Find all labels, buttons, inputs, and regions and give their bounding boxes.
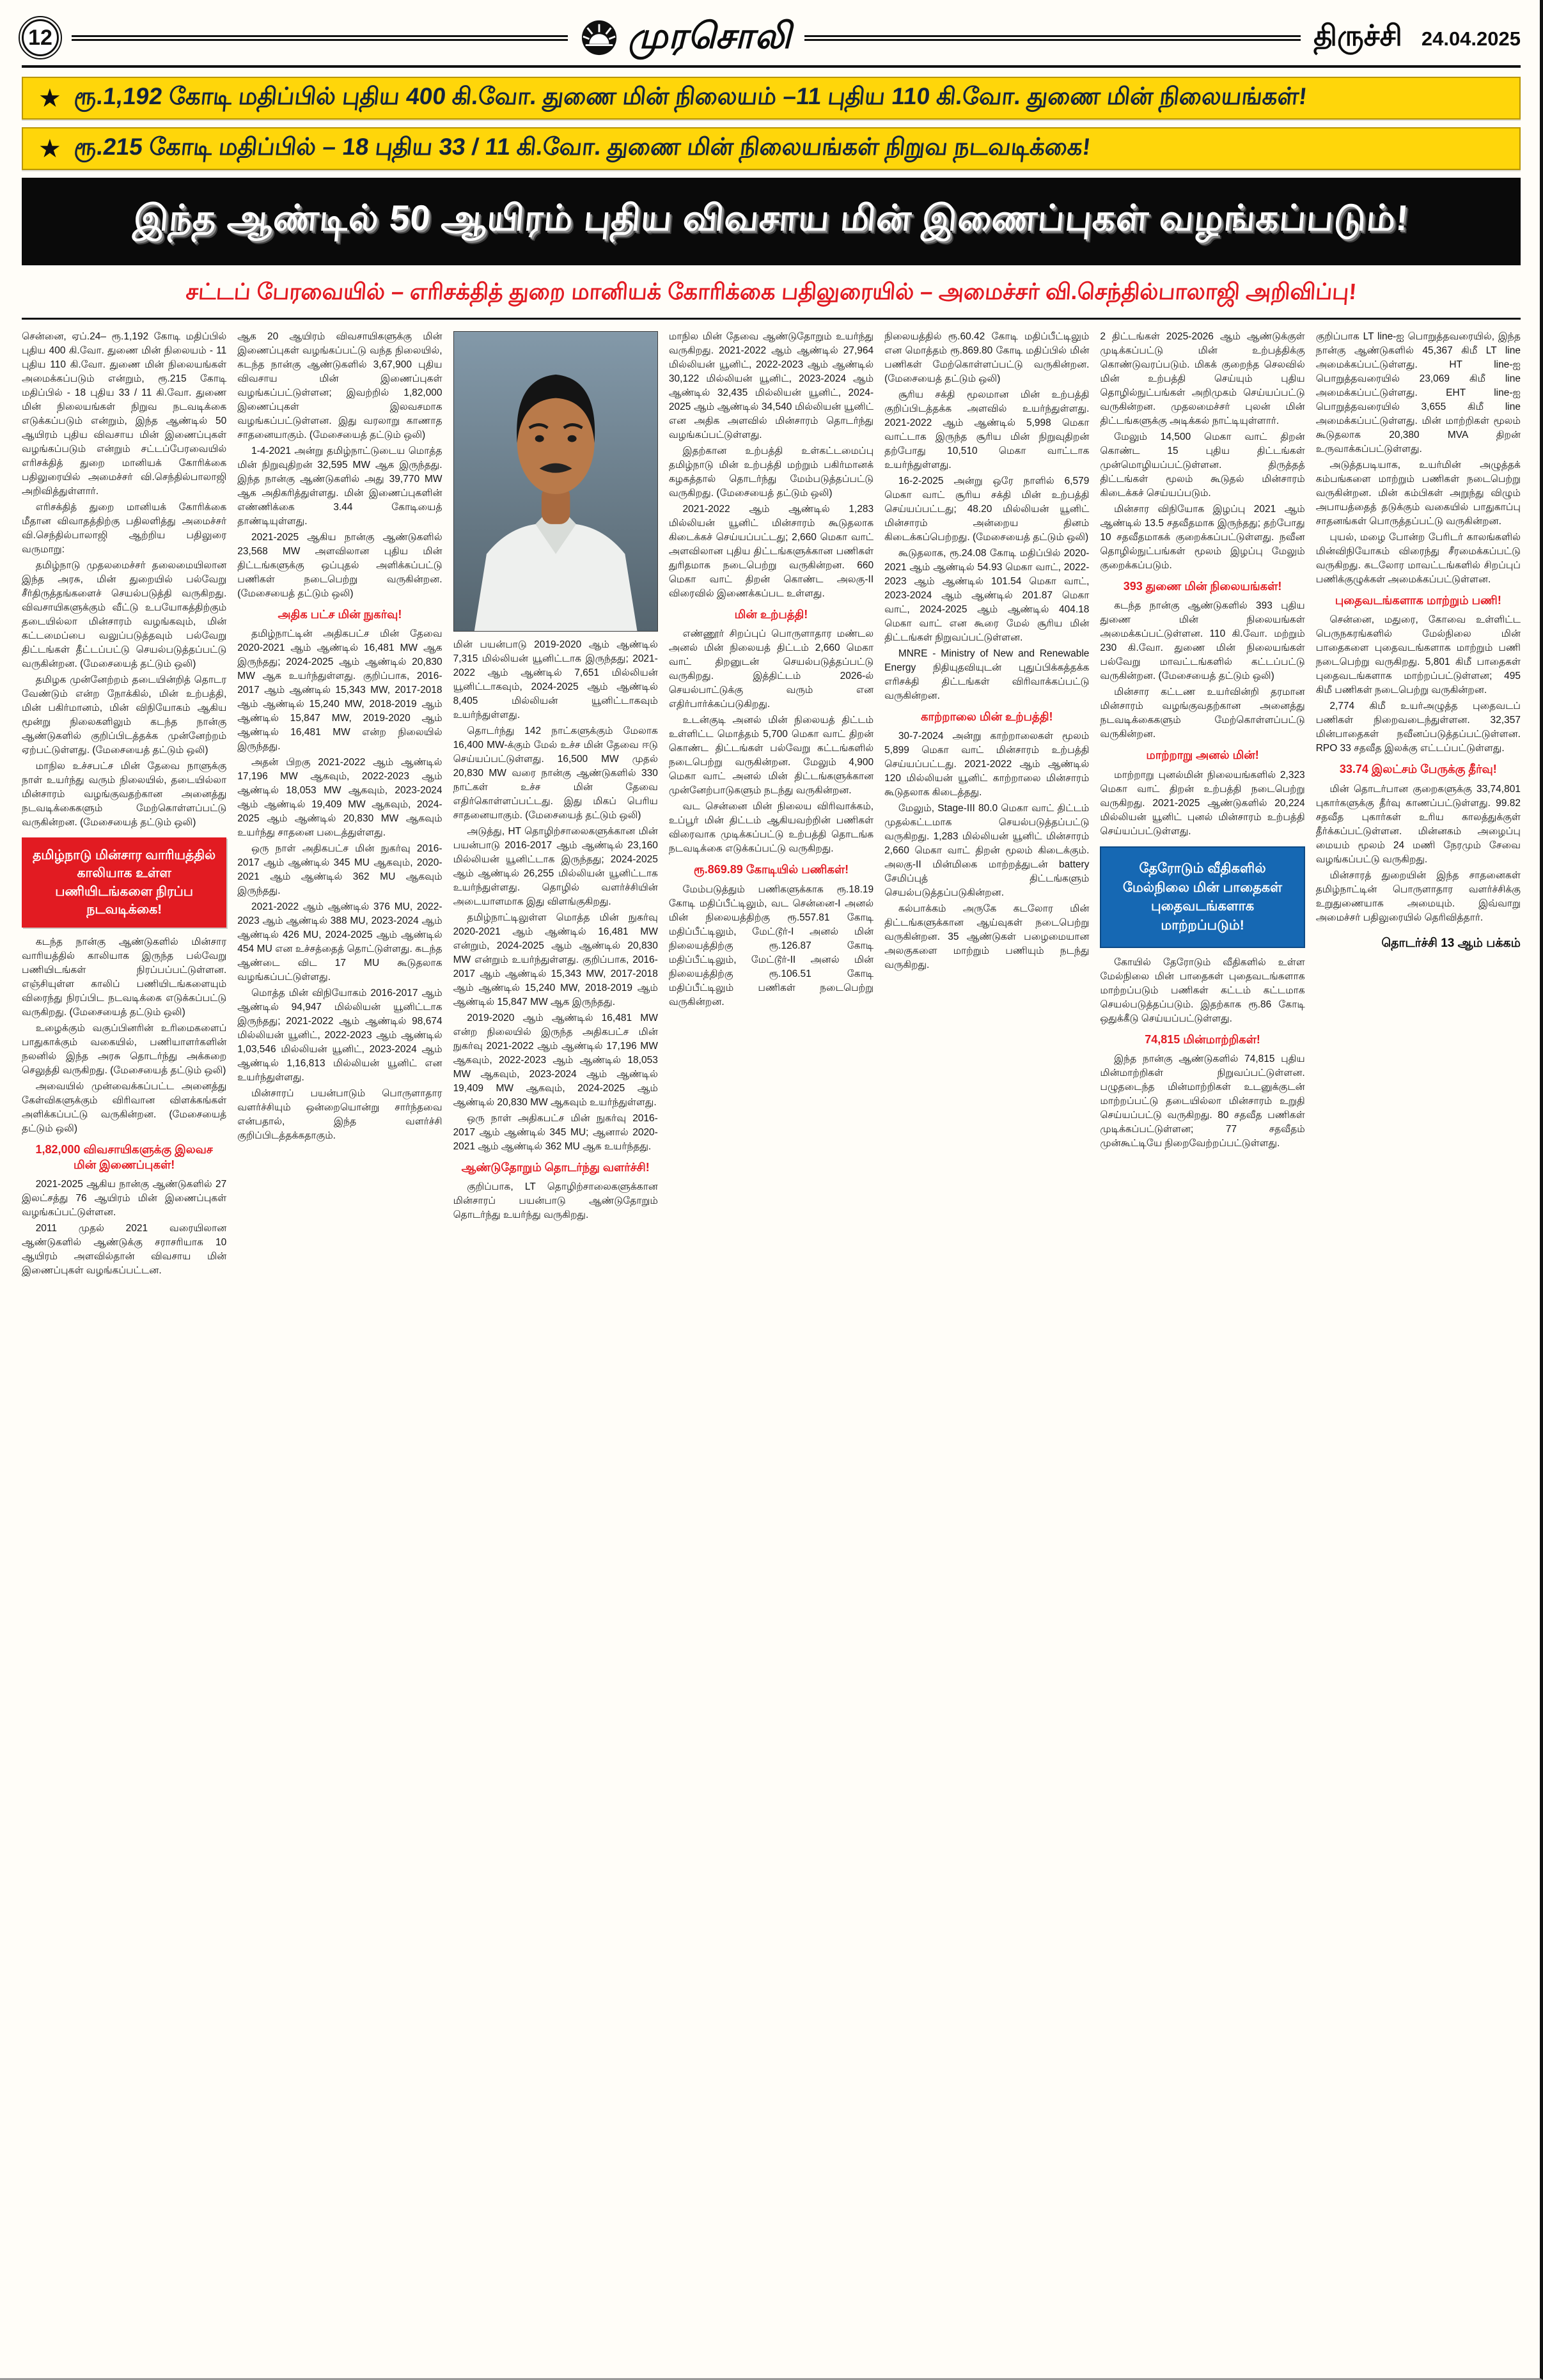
body-paragraph: சூரிய சக்தி மூலமான மின் உற்பத்தி குறிப்பிடத்தக்க அளவில் உயர்ந்துள்ளது. 2021-2022 ஆம் ஆண்டில் 5,998 மெகா வாட்டாக இருந்த சூரிய மின் நிறுவுதிறன் தற்போது 10,510 மெகா வாட்டாக உயர்ந்துள்ளது.: [884, 389, 1090, 471]
body-paragraph: 1-4-2021 அன்று தமிழ்நாட்டுடைய மொத்த மின் நிறுவுதிறன் 32,595 MW ஆக இருந்தது. இந்த நான்கு ஆண்டுகளில் அது 39,770 MW ஆக அதிகரித்துள்ளது. மின் இணைப்புகளின் எண்ணிக்கை 3.44 கோடியைத் தாண்டியுள்ளது.: [237, 446, 443, 527]
sub-headline: சட்டப் பேரவையில் – எரிசக்தித் துறை மானியக் கோரிக்கை பதிலுரையில் – அமைச்சர் வி.செந்தில்பாலாஜி அறிவிப்பு!: [185, 279, 1358, 304]
masthead-rule-right: [804, 35, 1301, 41]
highlight-box-blue: தேரோடும் வீதிகளில் மேல்நிலை மின் பாதைகள் புதைவடங்களாக மாற்றப்படும்!: [1100, 846, 1304, 948]
body-paragraph: 16-2-2025 அன்று ஒரே நாளில் 6,579 மெகா வாட் சூரிய சக்தி மின் உற்பத்தி செய்யப்பட்டது; 48.20 மில்லியன் யூனிட் மின்சாரம் அன்றைய தினம் கிடைக்கப்பெற்றது. (மேசையைத் தட்டும் ஒலி): [884, 476, 1090, 543]
banner-substations-400kv: [22, 77, 1521, 120]
lead-paragraph: மின் பயன்பாடு 2019-2020 ஆம் ஆண்டில் 7,315 மில்லியன் யூனிட்டாக இருந்தது; 2021-2022 ஆம் ஆண்டில் 7,651 மில்லியன் யூனிட்டாகவும், 2024-2025 ஆம் ஆண்டில் 8,405 மில்லியன் யூனிட்டாகவும் உயர்ந்துள்ளது.: [453, 639, 658, 720]
lead-paragraph: குறிப்பாக LT line-ஐ பொறுத்தவரையில், இந்த நான்கு ஆண்டுகளில் 45,367 கிமீ LT line அமைக்கப்பட்டுள்ளது. HT line-ஐ பொறுத்தவரையில் 23,069 கிமீ line அமைக்கப்பட்டுள்ளது. EHT line-ஐ பொறுத்தவரையில் 3,655 கிமீ line அமைக்கப்பட்டுள்ளது. மின் மாற்றிகள் மூலம் கூடுதலாக 20,380 MVA திறன் உருவாக்கப்பட்டுள்ளது.: [1315, 331, 1521, 455]
person-portrait-illustration: [454, 332, 657, 631]
column-4: [669, 330, 873, 2366]
minister-photo: [453, 331, 658, 632]
body-paragraph: மொத்த மின் விநியோகம் 2016-2017 ஆம் ஆண்டில் 94,947 மில்லியன் யூனிட்டாக இருந்தது; 2021-2022 ஆம் ஆண்டில் 98,674 மில்லியன் யூனிட், 2022-2023 ஆம் ஆண்டில் 1,03,546 மில்லியன் யூனிட், 2023-2024 ஆம் ஆண்டில் 1,16,813 மில்லியன் யூனிட் என உயர்ந்துள்ளது.: [237, 988, 443, 1084]
column-5: [884, 330, 1089, 2366]
body-paragraph: குறிப்பாக, LT தொழிற்சாலைகளுக்கான மின்சாரப் பயன்பாடு ஆண்டுதோறும் தொடர்ந்து உயர்ந்து வருகிறது.: [453, 1181, 658, 1221]
masthead: [22, 17, 1521, 59]
body-paragraph: 30-7-2024 அன்று காற்றாலைகள் மூலம் 5,899 மெகா வாட் மின்சாரம் உற்பத்தி செய்யப்பட்டது. 2021-2022 ஆம் ஆண்டில் 120 மில்லியன் யூனிட் காற்றாலை மின்சாரம் கூடுதலாக கிடைத்தது.: [884, 731, 1090, 798]
section-subhead: அதிக பட்ச மின் நுகர்வு!: [278, 608, 402, 621]
body-paragraph: மின்சார விநியோக இழப்பு 2021 ஆம் ஆண்டில் 13.5 சதவீதமாக இருந்தது; தற்போது 10 சதவீதமாகக் குறைக்கப்பட்டுள்ளது. நவீன தொழில்நுட்பங்கள் மூலம் இழப்பு மேலும் குறைக்கப்படும்.: [1100, 504, 1305, 571]
body-paragraph: உடன்குடி அனல் மின் நிலையத் திட்டம் உள்ளிட்ட மொத்தம் 5,700 மெகா வாட் திறன் கொண்ட திட்டங்கள் பல்வேறு கட்டங்களில் நடைபெற்று வருகின்றன. மேலும் 4,900 மெகா வாட் அனல் மின் திட்டங்களுக்கான முன்னேற்பாடுகளும் நடந்து வருகின்றன.: [668, 715, 874, 797]
section-subhead: 74,815 மின்மாற்றிகள்!: [1145, 1033, 1260, 1046]
body-paragraph: மேம்படுத்தும் பணிகளுக்காக ரூ.18.19 கோடி மதிப்பீட்டிலும், வட சென்னை-I அனல் மின் நிலையத்திற்கு ரூ.557.81 கோடி மதிப்பீட்டிலும், மேட்டூர்-I அனல் மின் நிலையத்திற்கு ரூ.126.87 கோடி மதிப்பீட்டிலும், மேட்டூர்-II அனல் மின் நிலையத்திற்கு ரூ.106.51 கோடி மதிப்பீட்டிலும் பணிகள் நடைபெற்று வருகின்றன.: [668, 883, 874, 1007]
body-paragraph: தொடர்ந்து 142 நாட்களுக்கும் மேலாக 16,400 MW-க்கும் மேல் உச்ச மின் தேவை ஈடு செய்யப்பட்டுள்ளது. 16,500 MW முதல் 20,830 MW வரை நான்கு ஆண்டுகளில் 330 நாட்கள் உச்ச மின் தேவை எதிர்கொள்ளப்பட்டது. இது மிகப் பெரிய சாதனையாகும். (மேசையைத் தட்டும் ஒலி): [453, 726, 658, 821]
body-paragraph: அவையில் முன்வைக்கப்பட்ட அனைத்து கேள்விகளுக்கும் விரிவான விளக்கங்கள் அளிக்கப்பட்டு வருகின்றன. (மேசையைத் தட்டும் ஒலி): [22, 1081, 227, 1135]
body-columns: [22, 330, 1521, 2366]
column-1: [22, 330, 226, 2366]
masthead-right: [1313, 19, 1521, 56]
column-2: [237, 330, 442, 2366]
body-paragraph: ஒரு நாள் அதிகபட்ச மின் நுகர்வு 2016-2017 ஆம் ஆண்டில் 345 MU ஆகவும், 2020-2021 ஆம் ஆண்டில் 362 MU ஆகவும் இருந்தது.: [237, 843, 443, 897]
section-subhead: காற்றாலை மின் உற்பத்தி!: [921, 710, 1053, 723]
mid-rule: [22, 318, 1521, 320]
masthead-title: முரசொலி: [628, 15, 792, 56]
body-paragraph: மாநில உச்சபட்ச மின் தேவை நாளுக்கு நாள் உயர்ந்து வரும் நிலையில், தடையில்லா மின்சாரம் வழங்குவதற்கான அனைத்து நடவடிக்கைகளும் மேற்கொள்ளப்பட்டு வருகின்றன. (மேசையைத் தட்டும் ஒலி): [22, 761, 227, 828]
banner-text: ரூ.1,192 கோடி மதிப்பில் புதிய 400 கி.வோ. துணை மின் நிலையம் –11 புதிய 110 கி.வோ. துணை மின் நிலையங்கள்!: [73, 83, 1308, 109]
body-paragraph: 2021-2022 ஆம் ஆண்டில் 376 MU, 2022-2023 ஆம் ஆண்டில் 388 MU, 2023-2024 ஆம் ஆண்டில் 426 MU, 2024-2025 ஆம் ஆண்டில் 454 MU என உச்சத்தைத் தொட்டுள்ளது. கடந்த ஆண்டை விட 17 MU கூடுதலாக வழங்கப்பட்டுள்ளது.: [237, 901, 443, 983]
body-paragraph: 2021-2025 ஆகிய நான்கு ஆண்டுகளில் 23,568 MW அளவிலான புதிய மின் திட்டங்களுக்கு ஒப்புதல் அளிக்கப்பட்டு பணிகள் நடைபெற்று வருகின்றன. (மேசையைத் தட்டும் ஒலி): [237, 532, 443, 599]
body-paragraph: கோயில் தேரோடும் வீதிகளில் உள்ள மேல்நிலை மின் பாதைகள் புதைவடங்களாக மாற்றப்படும் பணிகள் கட்டம் கட்டமாக செயல்படுத்தப்படும். இதற்காக ரூ.86 கோடி ஒதுக்கீடு செய்யப்பட்டுள்ளது.: [1100, 957, 1305, 1025]
body-paragraph: தமிழ்நாட்டிலுள்ள மொத்த மின் நுகர்வு 2020-2021 ஆம் ஆண்டில் 16,481 MW என்றும், 2024-2025 ஆம் ஆண்டில் 20,830 MW என்றும் உயர்ந்துள்ளது. குறிப்பாக, 2016-2017 ஆம் ஆண்டில் 15,343 MW, 2017-2018 ஆம் ஆண்டில் 15,240 MW, 2018-2019 ஆம் ஆண்டில் 15,847 MW ஆக இருந்தது.: [453, 912, 658, 1007]
body-paragraph: 2011 முதல் 2021 வரையிலான ஆண்டுகளில் ஆண்டுக்கு சராசரியாக 10 ஆயிரம் அளவில்தான் விவசாய மின் இணைப்புகள் வழங்கப்பட்டன.: [22, 1222, 227, 1276]
rising-sun-icon: [581, 19, 618, 56]
body-paragraph: கூடுதலாக, ரூ.24.08 கோடி மதிப்பில் 2020-2021 ஆம் ஆண்டில் 54.93 மெகா வாட், 2022-2023 ஆம் ஆண்டில் 101.54 மெகா வாட், 2023-2024 ஆம் ஆண்டில் 201.87 மெகா வாட், 2024-2025 ஆம் ஆண்டில் 404.18 மெகா வாட் என கூரை மேல் சூரிய மின் திட்டங்கள் நிறுவப்பட்டுள்ளன.: [884, 548, 1090, 643]
section-subhead: 393 துணை மின் நிலையங்கள்!: [1123, 580, 1282, 593]
lead-paragraph: 2 திட்டங்கள் 2025-2026 ஆம் ஆண்டுக்குள் முடிக்கப்பட்டு மின் உற்பத்திக்கு கொண்டுவரப்படும். மிகக் குறைந்த செலவில் மின் உற்பத்தி செய்யும் புதிய தொழில்நுட்பங்கள் அறிமுகம் செய்யப்பட்டு வருகின்றன. முதலமைச்சர் புலன் மின் திட்டங்களுக்கு அடிக்கல் நாட்டியுள்ளார்.: [1100, 331, 1305, 426]
edition-name: திருச்சி: [1313, 19, 1402, 52]
column-6: [1100, 330, 1304, 2366]
section-subhead: ரூ.869.89 கோடியில் பணிகள்!: [693, 863, 849, 876]
body-paragraph: 2021-2022 ஆம் ஆண்டில் 1,283 மில்லியன் யூனிட் மின்சாரம் கூடுதலாக கிடைக்கச் செய்யப்பட்டது; 2,660 மெகா வாட் அளவிலான புதிய திட்டங்களுக்கான பணிகள் துரிதமாக நடைபெற்று வருகின்றன. 660 மெகா வாட் திறன் கொண்ட அலகு-II விரைவில் இணைக்கப்பட உள்ளது.: [668, 504, 874, 599]
body-paragraph: கடந்த நான்கு ஆண்டுகளில் 393 புதிய துணை மின் நிலையங்கள் அமைக்கப்பட்டுள்ளன. 110 கி.வோ. மற்றும் 230 கி.வோ. துணை மின் நிலையங்கள் பல்வேறு மாவட்டங்களில் கட்டப்பட்டு வருகின்றன. (மேசையைத் தட்டும் ஒலி): [1100, 600, 1305, 682]
masthead-center: [581, 15, 792, 61]
body-paragraph: எரிசக்தித் துறை மானியக் கோரிக்கை மீதான விவாதத்திற்கு பதிலளித்து அமைச்சர் வி.செந்தில்பாலாஜி ஆற்றிய பதிலுரை வருமாறு:: [22, 502, 227, 555]
highlight-box-red: தமிழ்நாடு மின்சார வாரியத்தில் காலியாக உள்ள பணியிடங்களை நிரப்ப நடவடிக்கை!: [22, 837, 226, 928]
column-3: [453, 330, 658, 2366]
column-7: [1316, 330, 1521, 2366]
section-subhead: புதைவடங்களாக மாற்றும் பணி!: [1335, 594, 1501, 607]
body-paragraph: வட சென்னை மின் நிலைய விரிவாக்கம், உப்பூர் மின் திட்டம் ஆகியவற்றின் பணிகள் விரைவாக முடிக்கப்பட்டு உற்பத்தி தொடங்க நடவடிக்கை எடுக்கப்பட்டு வருகிறது.: [668, 801, 874, 855]
body-paragraph: மேலும் 14,500 மெகா வாட் திறன் கொண்ட 15 புதிய திட்டங்கள் முன்மொழியப்பட்டுள்ளன. திருத்தத் திட்டங்கள் மூலம் கூடுதல் மின்சாரம் கிடைக்கச் செய்யப்படும்.: [1100, 432, 1305, 499]
body-paragraph: உழைக்கும் வகுப்பினரின் உரிமைகளைப் பாதுகாக்கும் வகையில், பணியாளர்களின் நலனில் இந்த அரசு தொடர்ந்து அக்கறை செலுத்தி வருகிறது. (மேசையைத் தட்டும் ஒலி): [22, 1023, 227, 1077]
banner-text: ரூ.215 கோடி மதிப்பில் – 18 புதிய 33 / 11 கி.வோ. துணை மின் நிலையங்கள் நிறுவ நடவடிக்கை!: [73, 134, 1092, 160]
body-paragraph: சென்னை, மதுரை, கோவை உள்ளிட்ட பெருநகரங்களில் மேல்நிலை மின் பாதைகளை புதைவடங்களாக மாற்றும் பணி நடைபெற்று வருகிறது. 5,801 கிமீ பாதைகள் புதைவடங்களாக மாற்றப்பட்டுள்ளன; 495 கிமீ பணிகள் நடைபெற்று வருகின்றன.: [1315, 614, 1521, 696]
body-paragraph: 2019-2020 ஆம் ஆண்டில் 16,481 MW என்ற நிலையில் இருந்த அதிகபட்ச மின் நுகர்வு 2021-2022 ஆம் ஆண்டில் 17,196 MW ஆகவும், 2022-2023 ஆம் ஆண்டில் 18,053 MW ஆகவும், 2023-2024 ஆம் ஆண்டில் 19,409 MW ஆகவும், 2024-2025 ஆம் ஆண்டில் 20,830 MW ஆகவும் உயர்ந்துள்ளது.: [453, 1013, 658, 1108]
top-rule: [22, 65, 1521, 68]
body-paragraph: அதன் பிறகு 2021-2022 ஆம் ஆண்டில் 17,196 MW ஆகவும், 2022-2023 ஆம் ஆண்டில் 18,053 MW ஆகவும், 2023-2024 ஆம் ஆண்டில் 19,409 MW ஆகவும், 2024-2025 ஆம் ஆண்டில் 20,830 MW ஆகவும் உயர்ந்து சாதனை படைத்துள்ளது.: [237, 757, 443, 839]
body-paragraph: மின் தொடர்பான குறைகளுக்கு 33,74,801 புகார்களுக்கு தீர்வு காணப்பட்டுள்ளது. 99.82 சதவீத புகார்கள் உரிய காலத்துக்குள் தீர்க்கப்பட்டுள்ளன. மின்னகம் அழைப்பு மையம் மூலம் 24 மணி நேரமும் சேவை வழங்கப்பட்டு வருகிறது.: [1315, 783, 1521, 865]
issue-date: 24.04.2025: [1421, 27, 1521, 50]
body-paragraph: இதற்கான உற்பத்தி உள்கட்டமைப்பு தமிழ்நாடு மின் உற்பத்தி மற்றும் பகிர்மானக் கழகத்தால் தொடர்ந்து மேம்படுத்தப்பட்டு வருகிறது. (மேசையைத் தட்டும் ஒலி): [668, 446, 874, 499]
body-paragraph: மின்சாரத் துறையின் இந்த சாதனைகள் தமிழ்நாட்டின் பொருளாதார வளர்ச்சிக்கு உறுதுணையாக அமையும். இவ்வாறு அமைச்சர் பதிலுரையில் தெரிவித்தார்.: [1315, 869, 1521, 923]
lead-paragraph: மாநில மின் தேவை ஆண்டுதோறும் உயர்ந்து வருகிறது. 2021-2022 ஆம் ஆண்டில் 27,964 மில்லியன் யூனிட், 2022-2023 ஆம் ஆண்டில் 30,122 மில்லியன் யூனிட், 2023-2024 ஆம் ஆண்டில் 32,435 மில்லியன் யூனிட், 2024-2025 ஆம் ஆண்டில் 34,540 மில்லியன் யூனிட் என அதிக அளவில் மின்சாரம் தொடர்ந்து வழங்கப்பட்டுள்ளது.: [668, 331, 874, 440]
body-paragraph: 2,774 கிமீ உயர்அழுத்த புதைவடப் பணிகள் நிறைவடைந்துள்ளன. 32,357 மின்பாதைகள் நவீனப்படுத்தப்பட்டுள்ளன. RPO 33 சதவீத இலக்கு எட்டப்பட்டுள்ளது.: [1315, 701, 1521, 754]
body-paragraph: தமிழக முன்னேற்றம் தடையின்றித் தொடர வேண்டும் என்ற நோக்கில், மின் உற்பத்தி, மின் பகிர்மானம், மின் விநியோகம் ஆகிய மூன்று நிலைகளிலும் கடந்த நான்கு ஆண்டுகளில் குறிப்பிடத்தக்க முன்னேற்றம் ஏற்பட்டுள்ளது. (மேசையைத் தட்டும் ஒலி): [22, 674, 227, 756]
page-number: 12: [22, 19, 59, 56]
body-paragraph: எண்ணூர் சிறப்புப் பொருளாதார மண்டல அனல் மின் நிலையத் திட்டம் 2,660 மெகா வாட் திறனுடன் செயல்படுத்தப்பட்டு வருகிறது. இத்திட்டம் 2026-ல் செயல்பாட்டுக்கு வரும் என எதிர்பார்க்கப்படுகிறது.: [668, 628, 874, 710]
body-paragraph: ஒரு நாள் அதிகபட்ச மின் நுகர்வு 2016-2017 ஆம் ஆண்டில் 345 MU; ஆனால் 2020-2021 ஆம் ஆண்டில் 362 MU ஆக உயர்ந்தது.: [453, 1113, 658, 1152]
section-subhead: 33.74 இலட்சம் பேருக்கு தீர்வு!: [1339, 763, 1497, 776]
body-paragraph: மாற்றாறு புனல்மின் நிலையங்களில் 2,323 மெகா வாட் திறன் உற்பத்தி நடைபெற்று வருகிறது. 2021-2025 ஆண்டுகளில் 20,224 மில்லியன் யூனிட் புனல் மின்சாரம் உற்பத்தி செய்யப்பட்டுள்ளது.: [1100, 769, 1305, 837]
main-headline: இந்த ஆண்டில் 50 ஆயிரம் புதிய விவசாய மின் இணைப்புகள் வழங்கப்படும்!: [132, 198, 1411, 238]
section-subhead: ஆண்டுதோறும் தொடர்ந்து வளர்ச்சி!: [461, 1161, 650, 1174]
body-paragraph: கல்பாக்கம் அருகே கடலோர மின் திட்டங்களுக்கான ஆய்வுகள் நடைபெற்று வருகின்றன. 35 ஆண்டுகள் பழைமையான அலகுகளை மாற்றும் பணியும் நடந்து வருகிறது.: [884, 903, 1090, 971]
body-paragraph: இந்த நான்கு ஆண்டுகளில் 74,815 புதிய மின்மாற்றிகள் நிறுவப்பட்டுள்ளன. பழுதடைந்த மின்மாற்றிகள் உடனுக்குடன் மாற்றப்பட்டு தடையில்லா மின்சாரம் உறுதி செய்யப்பட்டு வருகிறது. 80 சதவீத பணிகள் முடிக்கப்பட்டுள்ளன; 77 சதவீதம் முன்கூட்டியே நிறைவேற்றப்பட்டுள்ளது.: [1100, 1054, 1305, 1149]
body-paragraph: அடுத்து, HT தொழிற்சாலைகளுக்கான மின் பயன்பாடு 2016-2017 ஆம் ஆண்டில் 23,160 மில்லியன் யூனிட்டாக இருந்தது; 2024-2025 ஆம் ஆண்டில் 26,255 மில்லியன் யூனிட்டாக உயர்ந்துள்ளது. தொழில் வளர்ச்சியின் அடையாளமாக இது விளங்குகிறது.: [453, 826, 658, 907]
body-paragraph: கடந்த நான்கு ஆண்டுகளில் மின்சார வாரியத்தில் காலியாக இருந்த பல்வேறு பணியிடங்கள் நிரப்பப்பட்டுள்ளன. எஞ்சியுள்ள காலிப் பணியிடங்களையும் விரைந்து நிரப்பிட நடவடிக்கை எடுக்கப்பட்டு வருகிறது. (மேசையைத் தட்டும் ஒலி): [22, 937, 227, 1018]
body-paragraph: தமிழ்நாடு முதலமைச்சர் தலைமையிலான இந்த அரசு, மின் துறையில் பல்வேறு சீர்திருத்தங்களைச் செயல்படுத்தி வருகிறது. விவசாயிகளுக்கும் வீட்டு உபயோகத்திற்கும் தடையில்லா மின்சாரம் வழங்கவும், மின் கட்டமைப்பை வலுப்படுத்தவும் பல்வேறு திட்டங்கள் தீட்டப்பட்டு செயல்படுத்தப்பட்டு வருகின்றன. (மேசையைத் தட்டும் ஒலி): [22, 560, 227, 669]
body-paragraph: அடுத்தபடியாக, உயர்மின் அழுத்தக் கம்பங்களை மாற்றும் பணிகள் நடைபெற்று வருகின்றன. மின் கம்பிகள் அறுந்து விழும் அபாயத்தைத் தடுக்கும் வகையில் பாதுகாப்பு சாதனங்கள் பொருத்தப்பட்டு வருகின்றன.: [1315, 460, 1521, 527]
star-icon: ★: [38, 84, 61, 113]
main-headline-banner: [22, 178, 1521, 265]
body-paragraph: மின்சார கட்டண உயர்வின்றி தரமான மின்சாரம் வழங்குவதற்கான அனைத்து நடவடிக்கைகளும் மேற்கொள்ளப்பட்டு வருகின்றன.: [1100, 687, 1305, 740]
lead-paragraph: நிலையத்தில் ரூ.60.42 கோடி மதிப்பீட்டிலும் என மொத்தம் ரூ.869.80 கோடி மதிப்பில் மின் பணிகள் மேற்கொள்ளப்பட்டு வருகின்றன. (மேசையைத் தட்டும் ஒலி): [884, 331, 1090, 384]
body-paragraph: புயல், மழை போன்ற பேரிடர் காலங்களில் மின்விநியோகம் விரைந்து சீரமைக்கப்பட்டு வருகிறது. கடலோர மாவட்டங்களில் சிறப்புப் பணிக்குழுக்கள் அமைக்கப்பட்டுள்ளன.: [1315, 532, 1521, 585]
continuation-note: தொடர்ச்சி 13 ஆம் பக்கம்: [1381, 936, 1521, 950]
body-paragraph: மேலும், Stage-III 80.0 மெகா வாட் திட்டம் முதல்கட்டமாக செயல்படுத்தப்பட்டு வருகிறது. 1,283 மில்லியன் யூனிட் மின்சாரம் 2,660 மெகா வாட் திறன் மூலம் கிடைக்கும். அலகு-II மின்மிகை மாற்றத்துடன் battery சேமிப்புத் திட்டங்களும் செயல்படுத்தப்படுகின்றன.: [884, 803, 1090, 899]
section-subhead: மின் உற்பத்தி!: [734, 608, 808, 621]
masthead-rule-left: [72, 35, 568, 41]
section-subhead: மாற்றாறு அனல் மின்!: [1146, 749, 1259, 762]
body-paragraph: 2021-2025 ஆகிய நான்கு ஆண்டுகளில் 27 இலட்சத்து 76 ஆயிரம் மின் இணைப்புகள் வழங்கப்பட்டுள்ளன.: [22, 1178, 227, 1218]
body-paragraph: MNRE - Ministry of New and Renewable Energy நிதியுதவியுடன் புதுப்பிக்கத்தக்க எரிசக்தி திட்டங்கள் விரிவாக்கப்பட்டு வருகின்றன.: [884, 648, 1090, 701]
section-subhead: 1,82,000 விவசாயிகளுக்கு இலவச மின் இணைப்புகள்!: [35, 1143, 213, 1171]
body-paragraph: தமிழ்நாட்டின் அதிகபட்ச மின் தேவை 2020-2021 ஆம் ஆண்டில் 16,481 MW ஆக இருந்தது; 2024-2025 ஆம் ஆண்டில் 20,830 MW ஆக உயர்ந்துள்ளது. குறிப்பாக, 2016-2017 ஆம் ஆண்டில் 15,343 MW, 2017-2018 ஆம் ஆண்டில் 15,240 MW, 2018-2019 ஆம் ஆண்டில் 15,847 MW, 2019-2020 ஆம் ஆண்டில் 16,481 MW என்ற நிலையில் இருந்தது.: [237, 628, 443, 752]
lead-paragraph: சென்னை, ஏப்.24– ரூ.1,192 கோடி மதிப்பில் புதிய 400 கி.வோ. துணை மின் நிலையம் - 11 புதிய 110 கி.வோ. துணை மின் நிலையங்கள் அமைக்கப்படும் என்றும், ரூ.215 கோடி மதிப்பில் - 18 புதிய 33 / 11 கி.வோ. துணை மின் நிலையங்கள் நிறுவ நடவடிக்கை எடுக்கப்படும் என்றும், இந்த ஆண்டில் 50 ஆயிரம் புதிய விவசாய மின் இணைப்புகள் வழங்கப்படும் என்றும் சட்டப்பேரவையில் எரிசக்தித் துறை மானியக் கோரிக்கை பதிலுரையில் அமைச்சர் வி.செந்தில்பாலாஜி அறிவித்துள்ளார்.: [22, 331, 227, 497]
banner-substations-33kv: [22, 127, 1521, 170]
star-icon: ★: [38, 134, 61, 163]
body-paragraph: மின்சாரப் பயன்பாடும் பொருளாதார வளர்ச்சியும் ஒன்றையொன்று சார்ந்தவை என்பதால், இந்த வளர்ச்சி குறிப்பிடத்தக்கதாகும்.: [237, 1088, 443, 1142]
lead-paragraph: ஆக 20 ஆயிரம் விவசாயிகளுக்கு மின் இணைப்புகள் வழங்கப்பட்டு வந்த நிலையில், கடந்த நான்கு ஆண்டுகளில் 3,67,900 புதிய விவசாய மின் இணைப்புகள் வழங்கப்பட்டுள்ளன; இவற்றில் 1,82,000 இணைப்புகள் இலவசமாக வழங்கப்பட்டுள்ளன. இது வரலாறு காணாத சாதனையாகும். (மேசையைத் தட்டும் ஒலி): [237, 331, 443, 440]
